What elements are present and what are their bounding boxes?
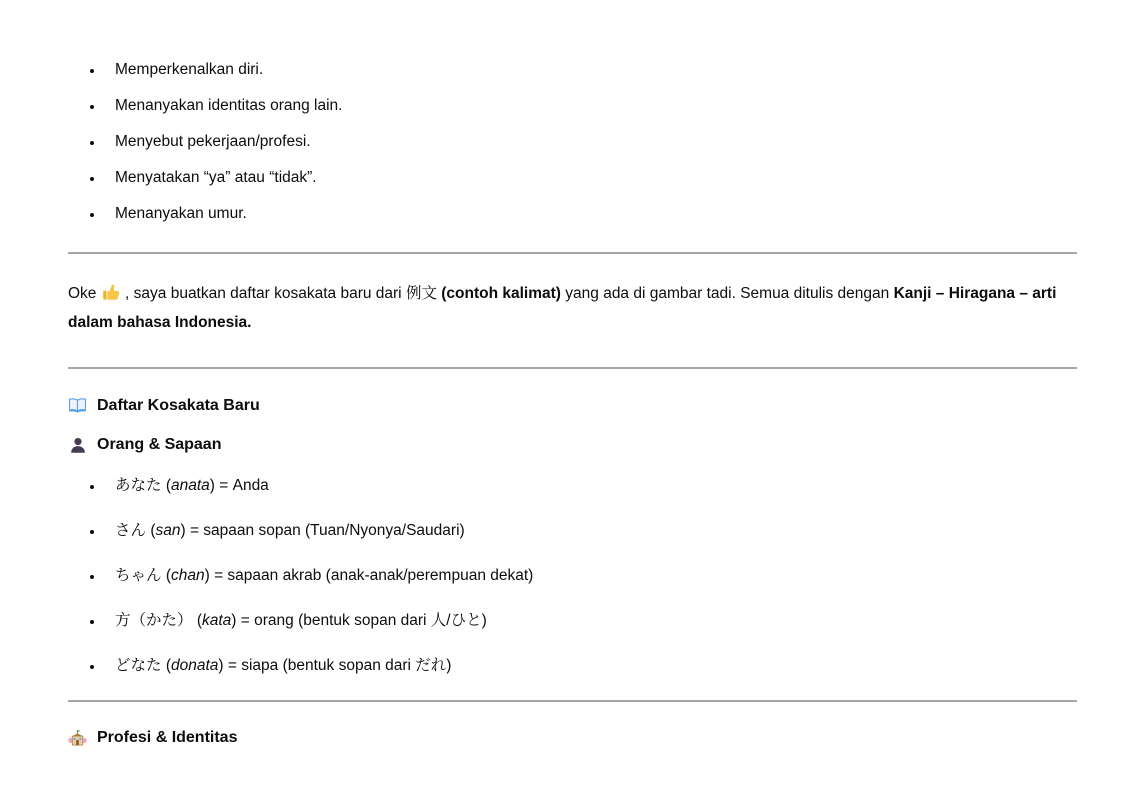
romaji: donata [170,657,219,674]
vocab-item [104,655,1077,676]
close-paren: ) [209,477,220,494]
meaning: = siapa (bentuk sopan dari だれ) [227,657,452,674]
vocab-item [104,520,1077,541]
sub-heading-label: Profesi & Identitas [97,729,238,746]
romaji: chan [170,567,205,584]
paragraph-text: , saya buatkan daftar kosakata baru dari [120,285,406,302]
section-heading-label: Daftar Kosakata Baru [97,397,260,414]
japanese-term: さん [115,521,147,539]
meaning: = Anda [219,477,269,494]
romaji: kata [201,612,232,629]
horizontal-divider [68,252,1077,254]
school-icon [68,728,87,747]
open-paren: ( [161,567,171,584]
lead-paragraph [68,279,1077,337]
vocab-list [68,475,1077,676]
meaning: = sapaan sopan (Tuan/Nyonya/Saudari) [189,522,465,539]
bold-text: (contoh kalimat) [441,285,561,302]
japanese-term: あなた [115,476,162,494]
japanese-term: ちゃん [115,566,162,584]
close-paren: ) [231,612,241,629]
paragraph-text: yang ada di gambar tadi. Semua ditulis dengan [560,285,894,302]
list-item: • Menanyakan umur. [104,205,1077,222]
list-item: • Menyatakan “ya” atau “tidak”. [104,169,1077,186]
bold-text: Kanji – Hiragana – arti dalam bahasa Indonesia. [68,285,1061,331]
open-paren: ( [192,612,202,629]
kanji-term: 例文 [405,284,437,302]
vocab-item [104,565,1077,586]
romaji: san [155,522,181,539]
section-heading-daftar-kosakata [68,396,1077,415]
person-silhouette-icon [68,435,87,454]
intro-bullet-list [68,61,1077,222]
vocab-item [104,475,1077,496]
close-paren: ) [180,522,190,539]
list-item: • Menyebut pekerjaan/profesi. [104,133,1077,150]
open-paren: ( [146,522,156,539]
sub-heading-orang-sapaan [68,435,1077,454]
horizontal-divider [68,700,1077,702]
japanese-term: どなた [115,656,162,674]
sub-heading-label: Orang & Sapaan [97,436,222,453]
horizontal-divider [68,367,1077,369]
romaji: anata [170,477,210,494]
sub-heading-profesi-identitas [68,728,1077,747]
open-paren: ( [161,657,171,674]
vocab-item [104,610,1077,631]
japanese-term: 方（かた） [115,611,193,629]
open-book-icon [68,396,87,415]
paragraph-text: Oke [68,285,101,302]
open-paren: ( [161,477,171,494]
close-paren: ) [218,657,228,674]
close-paren: ) [204,567,215,584]
list-item: • Menanyakan identitas orang lain. [104,97,1077,114]
meaning: = orang (bentuk sopan dari 人/ひと) [240,612,487,629]
list-item: • Memperkenalkan diri. [104,61,1077,78]
meaning: = sapaan akrab (anak-anak/perempuan dekat) [214,567,534,584]
thumbs-up-icon [101,282,121,302]
